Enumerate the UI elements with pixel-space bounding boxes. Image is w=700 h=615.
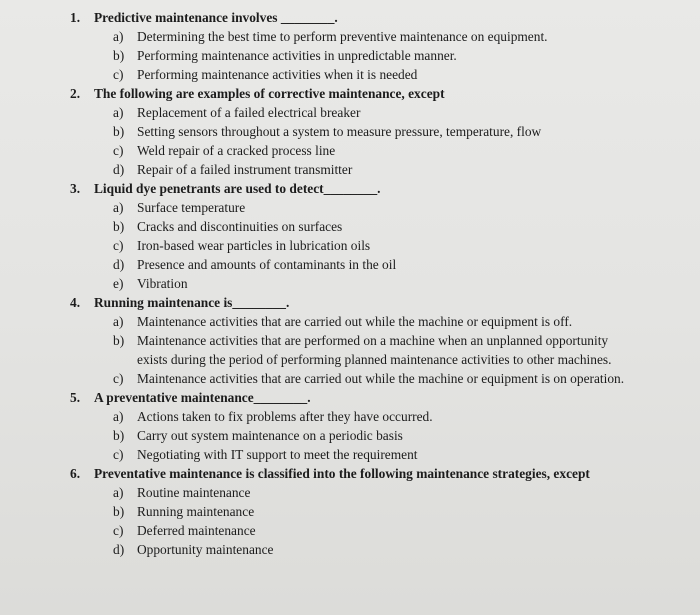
answer-option: [113, 255, 700, 274]
answer-option: [113, 141, 700, 160]
option-text: Iron-based wear particles in lubrication oils: [137, 238, 371, 253]
option-letter: d): [113, 257, 125, 272]
option-letter: c): [113, 371, 124, 386]
option-letter: a): [113, 485, 124, 500]
answer-option: [113, 331, 700, 369]
option-letter: a): [113, 105, 124, 120]
question-number: 3.: [70, 181, 81, 196]
answer-option: [113, 103, 700, 122]
option-text: Running maintenance: [137, 504, 255, 519]
option-letter: b): [113, 219, 125, 234]
option-text: Replacement of a failed electrical breaker: [137, 105, 361, 120]
answer-option: [113, 236, 700, 255]
option-letter: c): [113, 67, 124, 82]
option-text: Routine maintenance: [137, 485, 251, 500]
option-letter: a): [113, 409, 124, 424]
question-3: [0, 179, 700, 293]
question-text: Running maintenance is________.: [94, 295, 290, 310]
answer-option: [113, 445, 700, 464]
option-letter: b): [113, 333, 125, 348]
answer-option: [113, 502, 700, 521]
option-letter: b): [113, 428, 125, 443]
option-letter: a): [113, 29, 124, 44]
option-text: Performing maintenance activities when it is needed: [137, 67, 418, 82]
question-1: [0, 8, 700, 84]
question-6: [0, 464, 700, 559]
answer-option: [113, 312, 700, 331]
option-text: Actions taken to fix problems after they have occurred.: [137, 409, 433, 424]
answer-option: [113, 483, 700, 502]
answer-option: [113, 160, 700, 179]
option-letter: d): [113, 542, 125, 557]
question-number: 1.: [70, 10, 81, 25]
option-text: Determining the best time to perform preventive maintenance on equipment.: [137, 29, 548, 44]
question-4: [0, 293, 700, 388]
question-text: Preventative maintenance is classified into the following maintenance strategies, except: [94, 466, 590, 481]
question-stem: [70, 388, 700, 407]
option-text: Maintenance activities that are performed on a machine when an unplanned opportunity exists during the period of performing planned maintenance activities to other machines.: [137, 333, 612, 367]
answer-option: [113, 426, 700, 445]
option-letter: c): [113, 143, 124, 158]
option-text: Performing maintenance activities in unpredictable manner.: [137, 48, 457, 63]
question-stem: [70, 179, 700, 198]
question-number: 2.: [70, 86, 81, 101]
option-text: Cracks and discontinuities on surfaces: [137, 219, 343, 234]
question-stem: [70, 8, 700, 27]
answer-option: [113, 274, 700, 293]
question-text: A preventative maintenance________.: [94, 390, 311, 405]
option-text: Carry out system maintenance on a periodic basis: [137, 428, 403, 443]
option-text: Negotiating with IT support to meet the requirement: [137, 447, 418, 462]
option-text: Setting sensors throughout a system to measure pressure, temperature, flow: [137, 124, 542, 139]
question-number: 6.: [70, 466, 81, 481]
option-letter: a): [113, 200, 124, 215]
option-text: Deferred maintenance: [137, 523, 256, 538]
answer-option: [113, 27, 700, 46]
option-letter: b): [113, 124, 125, 139]
option-text: Weld repair of a cracked process line: [137, 143, 336, 158]
answer-option: [113, 65, 700, 84]
question-number: 5.: [70, 390, 81, 405]
question-2: [0, 84, 700, 179]
answer-option: [113, 521, 700, 540]
answer-option: [113, 198, 700, 217]
option-letter: d): [113, 162, 125, 177]
option-letter: b): [113, 504, 125, 519]
option-letter: c): [113, 238, 124, 253]
question-text: Predictive maintenance involves ________.: [94, 10, 338, 25]
question-stem: [70, 464, 700, 483]
answer-option: [113, 46, 700, 65]
option-letter: e): [113, 276, 124, 291]
option-letter: a): [113, 314, 124, 329]
question-sheet: [0, 8, 700, 559]
answer-option: [113, 540, 700, 559]
question-stem: [70, 293, 700, 312]
answer-option: [113, 122, 700, 141]
option-letter: c): [113, 447, 124, 462]
question-stem: [70, 84, 700, 103]
option-text: Vibration: [137, 276, 188, 291]
option-text: Maintenance activities that are carried out while the machine or equipment is off.: [137, 314, 573, 329]
option-letter: b): [113, 48, 125, 63]
option-text: Maintenance activities that are carried out while the machine or equipment is on operation.: [137, 371, 625, 386]
option-text: Presence and amounts of contaminants in the oil: [137, 257, 397, 272]
answer-option: [113, 217, 700, 236]
option-text: Opportunity maintenance: [137, 542, 274, 557]
option-text: Repair of a failed instrument transmitter: [137, 162, 353, 177]
question-5: [0, 388, 700, 464]
answer-option: [113, 407, 700, 426]
question-number: 4.: [70, 295, 81, 310]
question-text: The following are examples of corrective maintenance, except: [94, 86, 445, 101]
answer-option: [113, 369, 700, 388]
option-text: Surface temperature: [137, 200, 246, 215]
option-letter: c): [113, 523, 124, 538]
question-text: Liquid dye penetrants are used to detect________.: [94, 181, 381, 196]
